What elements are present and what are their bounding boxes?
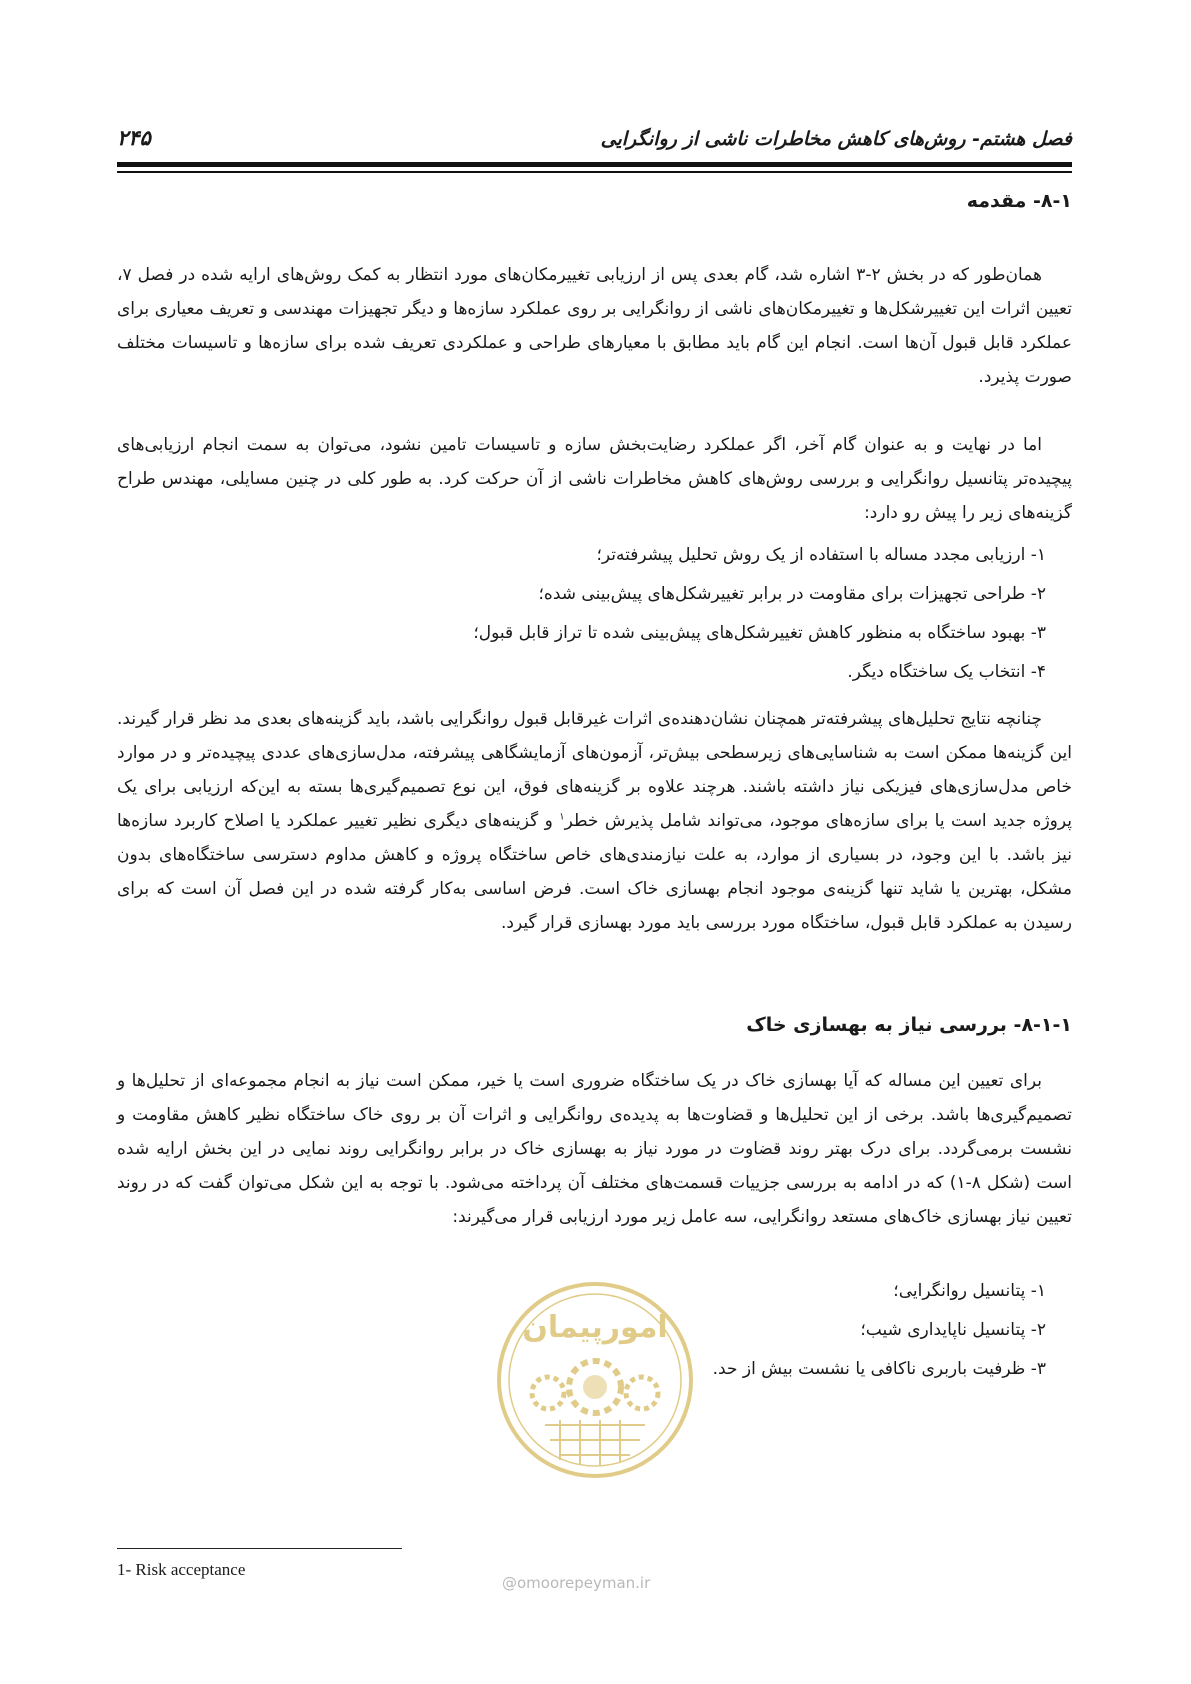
footnote-reference[interactable]: ۱ (559, 811, 565, 823)
list-item: ۱- ارزیابی مجدد مساله با استفاده از یک روش تحلیل پیشرفته‌تر؛ (596, 545, 1046, 565)
list-item: ۲- طراحی تجهیزات برای مقاومت در برابر تغییرشکل‌های پیش‌بینی شده؛ (538, 584, 1046, 604)
section-heading-soil-improvement: ۸-۱-۱- بررسی نیاز به بهسازی خاک (746, 1014, 1072, 1036)
seal-lettering: امورپیمان (522, 1310, 668, 1345)
list-item: ۳- ظرفیت باربری ناکافی یا نشست بیش از حد. (712, 1359, 1046, 1379)
paragraph-part-1: چنانچه نتایج تحلیل‌های پیشرفته‌تر همچنان نشان‌دهنده‌ی اثرات غیرقابل قبول روانگرایی باشد، باید گزینه‌های بعدی مد نظر قرار گیرند. این گزینه‌ها ممکن است به شناسایی‌های زیرسطحی بیش‌تر، آزمون‌های آزمایشگاهی پیشرفته، مدل‌سازی‌های عددی پیچیده‌تر و در موارد خاص مدل‌سازی‌های فیزیکی نیاز داشته باشند. هرچند علاوه بر گزینه‌های فوق، این نوع تصمیم‌گیری‌ها بسته به این‌که ارزیابی برای یک پروژه جدید است یا برای سازه‌های موجود، می‌تواند شامل پذیرش خطر (117, 709, 1072, 831)
paragraph-text: اما در نهایت و به عنوان گام آخر، اگر عملکرد رضایت‌بخش سازه و تاسیسات تامین نشود، می‌توان به سمت انجام ارزیابی‌های پیچیده‌تر پتانسیل روانگرایی و بررسی روش‌های کاهش مخاطرات ناشی از آن حرکت کرد. به طور کلی در چنین مسایلی، مهندس طراح گزینه‌های زیر را پیش رو دارد: (117, 435, 1072, 523)
paragraph-text: همان‌طور که در بخش ۲-۳ اشاره شد، گام بعدی پس از ارزیابی تغییرمکان‌های مورد انتظار به کمک روش‌های ارایه شده در فصل ۷، تعیین اثرات این تغییرشکل‌ها و تغییرمکان‌های ناشی از روانگرایی بر روی عملکرد سازه‌ها و دیگر تجهیزات مهندسی و تعریف معیاری برای عملکرد قابل قبول آن‌ها است. انجام این گام باید مطابق با معیارهای طراحی و عملکردی تعریف شده برای سازه‌ها و تاسیسات مختلف صورت پذیرد. (117, 265, 1072, 387)
header-rule-thick (117, 162, 1072, 167)
intro-paragraph-3 (117, 702, 1072, 940)
intro-paragraph-1 (117, 258, 1072, 394)
soil-improvement-paragraph (117, 1064, 1072, 1234)
watermark-seal-icon (490, 1275, 700, 1485)
options-list (473, 536, 1046, 692)
factors-list (713, 1272, 1046, 1389)
list-item: ۲- پتانسیل ناپایداری شیب؛ (860, 1320, 1046, 1340)
paragraph-part-2: و گزینه‌های دیگری نظیر تغییر عملکرد یا اصلاح کاربرد سازه‌ها نیز باشد. با این وجود، در بسیاری از موارد، به علت نیازمندی‌های خاص ساختگاه پروژه و کاهش مداوم دسترسی ساختگاه‌های بدون مشکل، بهترین یا شاید تنها گزینه‌ی موجود انجام بهسازی خاک است. فرض اساسی به‌کار گرفته شده در این فصل آن است که برای رسیدن به عملکرد قابل قبول، ساختگاه مورد بررسی باید مورد بهسازی قرار گیرد. (117, 811, 1072, 933)
intro-paragraph-2 (117, 428, 1072, 530)
footnote-divider (117, 1548, 402, 1549)
paragraph-text (117, 702, 1072, 940)
list-item: ۳- بهبود ساختگاه به منظور کاهش تغییرشکل‌های پیش‌بینی شده تا تراز قابل قبول؛ (473, 623, 1046, 643)
list-item: ۴- انتخاب یک ساختگاه دیگر. (847, 662, 1046, 682)
paragraph-text: برای تعیین این مساله که آیا بهسازی خاک در یک ساختگاه ضروری است یا خیر، ممکن است نیاز به انجام مجموعه‌ای از تحلیل‌ها و تصمیم‌گیری‌ها باشد. برخی از این تحلیل‌ها و قضاوت‌ها به پدیده‌ی روانگرایی و اثرات آن بر روی خاک ساختگاه نظیر کاهش مقاومت و نشست برمی‌گردد. برای درک بهتر روند قضاوت در مورد نیاز به بهسازی خاک در برابر روانگرایی روند نمایی در این بخش ارایه شده است (شکل ۸-۱) که در ادامه به بررسی جزییات قسمت‌های مختلف آن پرداخته می‌شود. با توجه به این شکل می‌توان گفت که در روند تعیین نیاز بهسازی خاک‌های مستعد روانگرایی، سه عامل زیر مورد ارزیابی قرار می‌گیرند: (117, 1071, 1072, 1227)
footnote-text: 1- Risk acceptance (117, 1560, 246, 1579)
header-rule-thin (117, 171, 1072, 173)
running-header-title: فصل هشتم- روش‌های کاهش مخاطرات ناشی از روانگرایی (600, 128, 1072, 150)
page-number: ۲۴۵ (117, 126, 151, 150)
list-item: ۱- پتانسیل روانگرایی؛ (893, 1281, 1046, 1301)
section-heading-introduction: ۸-۱- مقدمه (966, 190, 1072, 212)
watermark-url: @omoorepeyman.ir (502, 1574, 651, 1592)
